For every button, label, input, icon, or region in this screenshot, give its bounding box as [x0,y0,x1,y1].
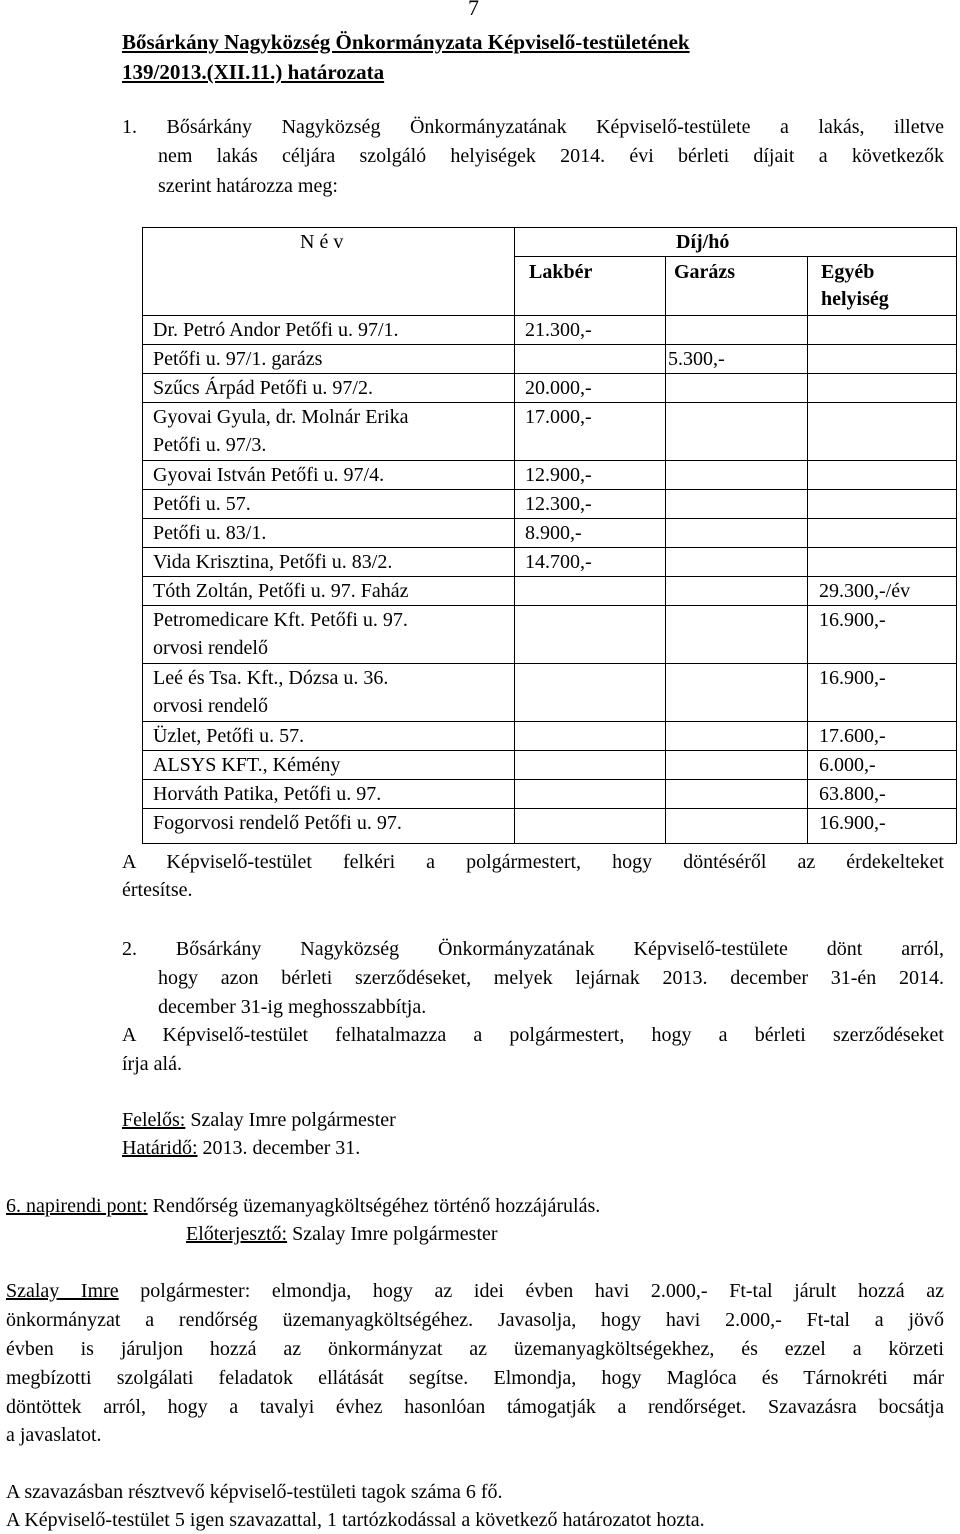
presenter-value: Szalay Imre polgármester [287,1223,498,1245]
row-lakber: 12.300,- [525,493,592,515]
presenter-label: Előterjesztő: [186,1223,288,1245]
row-name: Szűcs Árpád Petőfi u. 97/2. [153,377,373,399]
row-egyeb: 63.800,- [819,783,886,805]
header-fee: Díj/hó [676,231,730,253]
presenter-line [186,1222,498,1246]
row-name: Petromedicare Kft. Petőfi u. 97. [153,609,408,631]
header-name: N é v [300,231,344,253]
row-name: Tóth Zoltán, Petőfi u. 97. Faház [153,580,409,602]
row-lakber: 14.700,- [525,551,592,573]
row-egyeb: 16.900,- [819,609,886,631]
speech-line3: évben is járuljon hozzá az önkormányzat az üzemanyagköltségekhez, és ezzel a körzeti [6,1338,944,1360]
row-lakber: 12.900,- [525,464,592,486]
row-egyeb: 17.600,- [819,725,886,747]
row-name: Dr. Petró Andor Petőfi u. 97/1. [153,319,399,341]
row-lakber: 17.000,- [525,406,592,428]
row-egyeb: 16.900,- [819,812,886,834]
rent-table [142,227,957,844]
header-egyeb: Egyéb [821,261,875,283]
row-lakber: 20.000,- [525,377,592,399]
header-lakber: Lakbér [529,261,593,283]
item2-line2: hogy azon bérleti szerződéseket, melyek lejárnak 2013. december 31-én 2014. [158,967,944,989]
row-name: Gyovai Gyula, dr. Molnár Erika [153,406,409,428]
page-number: 7 [468,0,479,20]
row-name-line2: orvosi rendelő [153,695,268,717]
speaker-name: Szalay Imre [6,1280,119,1302]
item1-line1: 1. Bősárkány Nagyközség Önkormányzatának Képviselő-testülete a lakás, illetve [122,116,944,138]
agenda-item-line [6,1194,600,1218]
resolution-title-line2: 139/2013.(XII.11.) határozata [122,60,385,84]
row-name: Petőfi u. 97/1. garázs [153,348,323,370]
row-name: Gyovai István Petőfi u. 97/4. [153,464,385,486]
resolution-title-line1: Bősárkány Nagyközség Önkormányzata Képviselő-testületének [122,30,690,54]
row-name: Horváth Patika, Petőfi u. 97. [153,783,382,805]
row-name: Petőfi u. 83/1. [153,522,267,544]
speech-line4: megbízotti szolgálati feladatok ellátását segítse. Elmondja, hogy Maglóca és Tárnokréti már [6,1367,944,1389]
row-egyeb: 16.900,- [819,667,886,689]
header-garazs: Garázs [674,261,736,283]
row-name: Petőfi u. 57. [153,493,251,515]
speech-line6: a javaslatot. [6,1424,102,1446]
row-name-line2: Petőfi u. 97/3. [153,434,267,456]
item2-line1: 2. Bősárkány Nagyközség Önkormányzatának Képviselő-testülete dönt arról, [122,938,944,960]
row-egyeb: 29.300,-/év [819,580,911,602]
deadline-value: 2013. december 31. [197,1137,361,1159]
deadline-label: Határidő: [122,1137,198,1159]
speech-line2: önkormányzat a rendőrség üzemanyagköltségéhez. Javasolja, hogy havi 2.000,- Ft-tal a jövő [6,1309,944,1331]
row-name: Leé és Tsa. Kft., Dózsa u. 36. [153,667,389,689]
row-name: Fogorvosi rendelő Petőfi u. 97. [153,812,402,834]
agenda-item-title: Rendőrség üzemanyagköltségéhez történő hozzájárulás. [147,1195,601,1217]
row-name-line2: orvosi rendelő [153,637,268,659]
row-lakber: 8.900,- [525,522,582,544]
row-egyeb: 6.000,- [819,754,876,776]
after-table-line2: értesítse. [122,879,193,901]
row-name: Vida Krisztina, Petőfi u. 83/2. [153,551,393,573]
item2-line3: december 31-ig meghosszabbítja. [158,996,427,1018]
item2-auth-line1: A Képviselő-testület felhatalmazza a polgármestert, hogy a bérleti szerződéseket [122,1024,944,1046]
item1-line2: nem lakás céljára szolgáló helyiségek 2014. évi bérleti díjait a következők [158,145,944,167]
responsible-value: Szalay Imre polgármester [185,1109,396,1131]
after-table-line1: A Képviselő-testület felkéri a polgármestert, hogy döntéséről az érdekelteket [122,851,944,873]
item2-auth-line2: írja alá. [122,1053,182,1075]
responsible-label: Felelős: [122,1109,186,1131]
responsible-line [122,1108,396,1132]
agenda-item-label: 6. napirendi pont: [6,1195,148,1217]
speech-line1 [6,1279,944,1303]
deadline-line [122,1136,360,1160]
row-name: ALSYS KFT., Kémény [153,754,341,776]
row-garazs: 5.300,- [668,348,725,370]
vote-line1: A szavazásban résztvevő képviselő-testületi tagok száma 6 fő. [6,1481,503,1503]
vote-line2: A Képviselő-testület 5 igen szavazattal, 1 tartózkodással a következő határozatot hozta. [6,1509,705,1531]
row-lakber: 21.300,- [525,319,592,341]
header-helyiseg: helyiség [821,288,889,310]
row-name: Üzlet, Petőfi u. 57. [153,725,305,747]
item1-line3: szerint határozza meg: [158,175,338,197]
speech-first-line: polgármester: elmondja, hogy az idei évben havi 2.000,- Ft-tal járult hozzá az [118,1280,944,1302]
speech-line5: döntöttek arról, hogy a tavalyi évhez hasonlóan támogatják a rendőrséget. Szavazásra bocsátja [6,1396,944,1418]
